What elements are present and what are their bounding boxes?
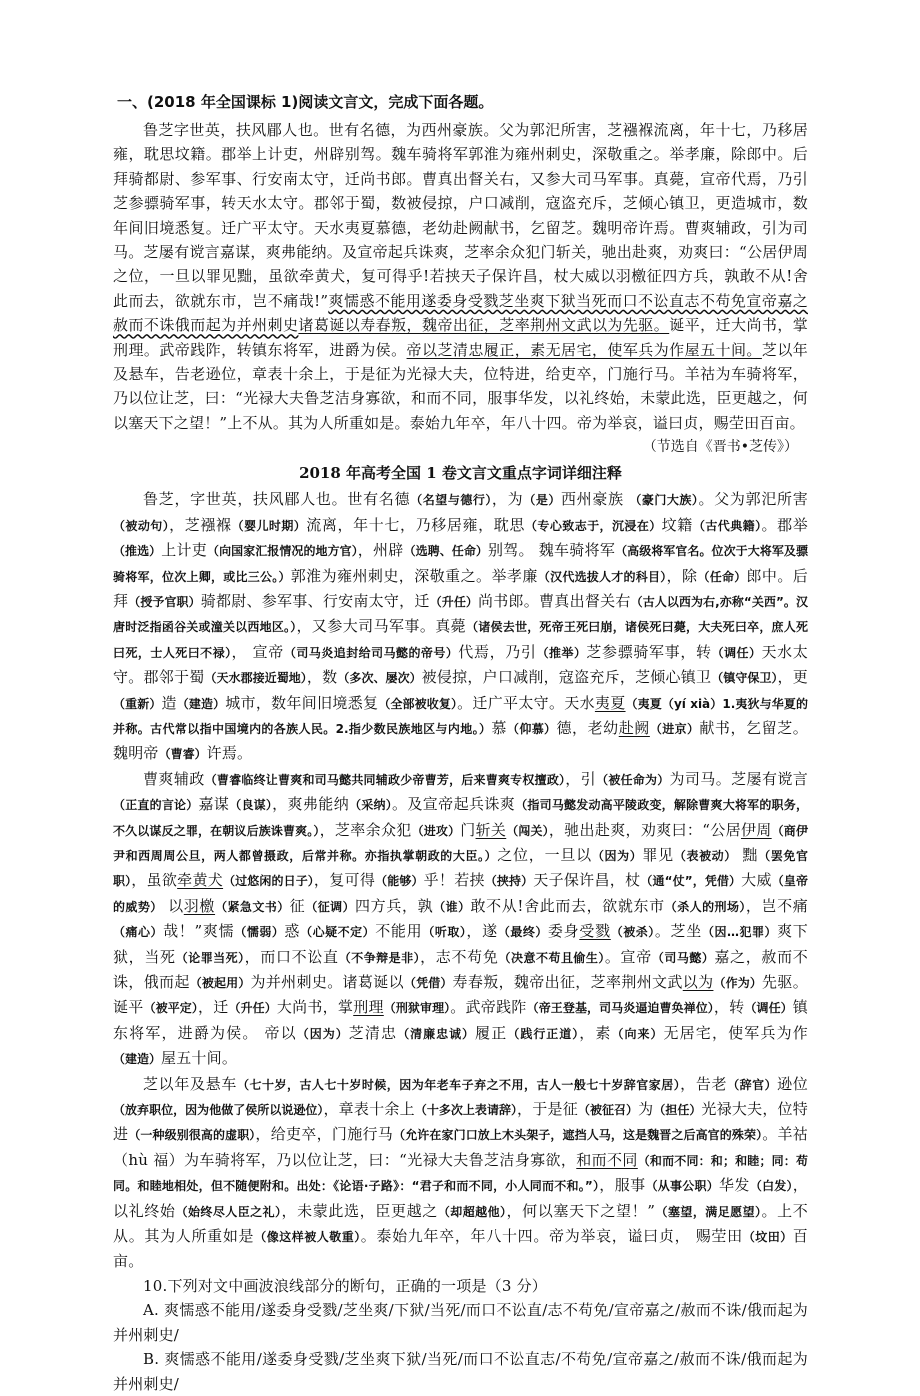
source-text: 百亩。 — [113, 1227, 808, 1271]
source-text: 爽下狱，当死 — [113, 922, 808, 966]
passage-text: 芝以年及悬车，告老逊位，章表十余上，于是征为光禄大夫，位特进，给吏卒，门施行马。羊祜为车骑将军，乃以位让芝，曰：“光禄大夫鲁芝洁身寡欲，和而不同，服事华发，以礼终始，未蒙此选，臣更越之，何以塞天下之望！”上不从。其为人所重如是。泰始九年卒，年八十四。帝为举哀，谥曰贞，赐茔田百亩。 — [113, 340, 808, 432]
annotation-note: （镇守保卫） — [711, 671, 778, 686]
annotation-note: （不争辩是非） — [338, 950, 421, 965]
source-text: 上计吏 — [161, 541, 208, 560]
annotation-note: （担任） — [653, 1103, 702, 1118]
annotation-note: （升任） — [228, 1001, 277, 1016]
source-text: 城市，数年间旧境悉复 — [225, 693, 379, 712]
annotation-note: （授予官职） — [128, 594, 201, 609]
annotation-note: （夷夏（yí xià）1.夷狄与华夏的并称。古代常以指中国境内的各族人民。2.指少数民族地区与内地。） — [113, 696, 808, 736]
source-text: ，转 — [713, 998, 745, 1017]
source-text: 嘉谋 — [198, 795, 230, 814]
annotation-note: （谁） — [433, 899, 471, 914]
source-text: 镇东将军，进爵为侯。 帝以 — [113, 998, 808, 1042]
annotated-text — [113, 487, 808, 1274]
annotation-note: （心疑不定） — [300, 925, 376, 940]
annotation-note: （因为） — [296, 1026, 349, 1041]
source-text: 献书，乞留芝。 魏明帝 — [113, 718, 808, 763]
underlined-sentence: 诸葛诞以寿春叛，魏帝出征，芝率荆州文武以为先驱。 — [298, 316, 670, 335]
annotation-note: （罢免官职） — [113, 848, 808, 889]
source-text: ，迁 — [197, 998, 229, 1017]
annotation-note: （司马懿） — [651, 950, 715, 965]
underlined-sentence: 帝以芝清忠履正，素无居宅，使军兵为作屋五十间。 — [406, 340, 762, 359]
annotation-note: （天水郡接近蜀地） — [204, 671, 307, 686]
source-text: ，更 — [777, 668, 808, 687]
annotation-note: （古人以西为右,亦称“关西”。汉唐时泛指函谷关或潼关以西地区。） — [113, 594, 808, 635]
annotation-note: （听取） — [422, 925, 467, 940]
source-text: 四方兵，孰 — [355, 896, 434, 915]
annotation-note: （被起用） — [189, 976, 251, 990]
source-text: ，复可得 — [313, 871, 376, 890]
annotation-note: （婴儿时期） — [231, 518, 307, 533]
source-text: ，驰出赴爽，劝爽曰：“公居 — [548, 820, 741, 839]
source-text: 寿春叛，魏帝出征，芝率荆州文武 — [452, 973, 683, 991]
annotation-note: （建造） — [176, 696, 226, 711]
source-text: 慕 — [491, 718, 507, 737]
source-text: ，告老 — [680, 1074, 728, 1093]
source-text: 华发 — [718, 1176, 750, 1195]
source-text: 曹爽辅政 — [143, 769, 205, 788]
source-text: 天水太守。郡邻于蜀 — [113, 642, 808, 687]
source-text: ，给吏卒，门施行马 — [255, 1125, 394, 1144]
annotation-note: （塞望，满足愿望） — [655, 1204, 762, 1219]
source-text: ， 以礼终始 — [113, 1176, 808, 1220]
annotation-note: （全部被收复） — [378, 696, 458, 711]
source-text: ，虽欲 — [131, 871, 178, 890]
annotation-note: （辞官） — [727, 1077, 778, 1092]
annotation-note: （坟田） — [742, 1230, 793, 1245]
annotation-note: （因…犯罪） — [701, 925, 778, 940]
annotation-note: （进攻） — [411, 823, 461, 838]
annotation-note: （诸侯去世，死帝王死曰崩，诸侯死曰薨，大夫死曰卒，庶人死曰死，士人死曰不禄） — [113, 620, 808, 660]
annotation-note: （杀人的刑场） — [664, 899, 746, 914]
annotation-note: （被征召） — [577, 1103, 639, 1118]
annotation-note: （像这样被人敬重） — [254, 1230, 361, 1245]
option-a[interactable]: A. 爽懦惑不能用/遂委身受戮/芝坐爽/下狱/当死/而口不讼直/志不苟免/宣帝嘉之/赦而不诛/俄而起为并州刺史/ — [113, 1301, 808, 1344]
annotation-note: （通“仗”，凭借） — [640, 874, 742, 889]
annotation-note: （名望与德行） — [410, 493, 492, 508]
annotation-note: （皇帝的威势） — [113, 874, 808, 914]
annotation-note: （闯关） — [506, 823, 549, 838]
annotation-note: （却超越他） — [437, 1204, 507, 1219]
source-text: 。及宣帝起兵诛爽 — [391, 795, 516, 814]
source-text: 。郡举 — [761, 515, 808, 534]
annotation-note: （一种级别很高的虚职） — [128, 1128, 256, 1143]
source-text: 大威 — [741, 871, 772, 890]
annotation-note: （推举） — [536, 645, 587, 660]
annotated-paragraph — [113, 487, 808, 766]
annotation-note: （决意不苟且偷生） — [498, 950, 605, 965]
underlined-term: 受戮 — [579, 922, 611, 941]
source-text: 为并州刺史。诸葛诞以 — [250, 973, 404, 991]
source-text: ，数 — [306, 668, 338, 687]
annotation-note: （指司马懿发动高平陵政变，解除曹爽大将军的职务，不久以谋反之罪，在朝议后族诛曹爽。） — [113, 798, 808, 838]
source-text: ，爽弗能纳 — [272, 795, 350, 814]
annotation-note: （多次、屡次） — [337, 671, 422, 686]
annotation-note: （被动句） — [113, 518, 170, 533]
annotation-note: （白发） — [749, 1179, 793, 1194]
wavy-underlined-text: 爽懦惑不能用遂委身受戮芝坐爽下狱当死而口不讼直志不苟免宣帝嘉之赦而不诛俄而起为并州刺史 — [113, 291, 808, 335]
annotation-note: （采纳） — [349, 798, 392, 813]
annotation-note: （高级将军官名。位次于大将军及骠骑将军，位次上卿，或比三公。） — [113, 544, 808, 584]
source-text: ，州辟 — [357, 541, 404, 560]
source-text: ，志不苟免 — [420, 947, 499, 966]
source-text: 流离，年十七，乃移居雍，耽思 — [306, 515, 525, 534]
source-text: 。武帝践阼 — [450, 998, 527, 1017]
annotation-note: （论罪当死） — [175, 950, 245, 965]
source-text: 屋五十间。 — [161, 1049, 238, 1068]
annotation-note: （良谋） — [229, 798, 273, 813]
annotation-note: （重新） — [113, 696, 162, 711]
source-text: ，而口不讼直 — [244, 947, 339, 966]
annotation-note: （选聘、任命） — [403, 544, 488, 559]
source-text: ，遂 — [466, 922, 498, 941]
source-text: 骑都尉、参军事、行安南太守，迁 — [200, 591, 430, 610]
option-b[interactable]: B. 爽懦惑不能用/遂委身受戮/芝坐爽下狱/当死/而口不讼直志/不苟免/宣帝嘉之/赦而不诛/俄而起为并州刺史/ — [113, 1350, 808, 1393]
annotation-title: 2018 年高考全国 1 卷文言文重点字词详细注释 — [299, 464, 622, 483]
annotation-note: （凭借） — [403, 976, 453, 990]
source-text: 不能用 — [375, 922, 423, 941]
source-citation: （节选自《晋书•芝传》） — [642, 439, 798, 456]
source-text: 。上不从。其为人所重如是 — [113, 1201, 808, 1246]
underlined-term: 斩关 — [475, 820, 507, 839]
source-text: ，又参大司马军事。真薨 — [296, 617, 467, 636]
annotated-paragraph — [113, 1072, 808, 1274]
annotation-note: （表被动） — [673, 848, 737, 863]
source-text: 征 — [289, 896, 306, 915]
source-text: 代焉，乃引 — [458, 642, 537, 661]
passage-text: 鲁芝字世英，扶风郿人也。世有名德，为西州豪族。父为郭汜所害，芝襁褓流离，年十七，乃移居雍，耽思坟籍。郡举上计吏，州辟别驾。魏车骑将军郭淮为雍州刺史，深敬重之。举孝廉，除郎中。后拜骑都尉、参军事、行安南太守，迁尚书郎。曹真出督关右，又参大司马军事。真薨，宣帝代焉，乃引芝参骠骑军事，转天水太守。郡邻于蜀，数被侵掠，户口减削，寇盗充斥，芝倾心镇卫，更造城市，数年间旧境悉复。迁广平太守。天水夷夏慕德，老幼赴阙献书，乞留芝。魏明帝许焉。曹爽辅政，引为司马。芝屡有谠言嘉谋，爽弗能纳。及宣帝起兵诛爽，芝率余众犯门斩关，驰出赴爽，劝爽曰：“公居伊周之位，一旦以罪见黜，虽欲牵黄犬，复可得乎!若挟天子保许昌，杖大威以羽檄征四方兵，孰敢不从!舍此而去，欲就东市，岂不痛哉!” — [113, 121, 808, 310]
annotation-note: （进京） — [649, 721, 700, 736]
annotation-note: （帝王登基，司马炎逼迫曹奂禅位） — [526, 1001, 714, 1016]
annotation-note: （曹睿临终让曹爽和司马懿共同辅政少帝曹芳，后来曹爽专权擅政） — [204, 772, 566, 787]
annotation-note: （践行正道） — [507, 1026, 580, 1041]
underlined-term: 赴阙 — [618, 718, 650, 737]
annotation-note: （紧急文书） — [215, 899, 290, 914]
source-text: ，素 — [579, 1023, 612, 1042]
source-text: 。芝坐 — [654, 922, 702, 941]
annotation-note: （被平定） — [143, 1001, 198, 1016]
annotation-note: （调任） — [744, 1001, 793, 1016]
source-text: 乎！若挟 — [423, 871, 485, 890]
annotation-note: （懦弱） — [234, 925, 285, 940]
annotation-note: （是） — [523, 493, 561, 508]
annotation-note: （商伊尹和西周周公旦，两人都曾摄政，后常并称。亦指执掌朝政的大臣。） — [113, 823, 808, 863]
question-stem: 10.下列对文中画波浪线部分的断句，正确的一项是（3 分） — [143, 1276, 547, 1295]
source-text: 无居宅，使军兵为作 — [663, 1023, 808, 1042]
source-text: ，为 — [491, 490, 524, 509]
source-text: ，章表十余上 — [323, 1100, 415, 1119]
source-text: ，引 — [565, 769, 597, 788]
source-text: 先驱。诞平 — [113, 973, 808, 1017]
source-text: 。宣帝 — [604, 947, 652, 966]
source-text: 别驾。 魏车骑将军 — [487, 541, 616, 560]
source-text: 哉！”爽懦 — [163, 922, 235, 941]
source-text: 履正 — [475, 1023, 508, 1042]
annotation-note: （正直的言论） — [113, 798, 199, 813]
annotation-note: （推选） — [113, 544, 162, 559]
source-text: 许焉。 — [206, 744, 253, 763]
source-text: 西州豪族 — [560, 490, 630, 509]
source-text: 惑 — [284, 922, 301, 941]
annotation-note: （过悠闲的日子） — [223, 874, 314, 889]
source-text: ，芝襁褓 — [169, 515, 232, 534]
annotation-note: （和而不同：和；和睦；同：苟同。和睦地相处，但不随便附和。出处：《论语·子路》：“君子和而不同，小人同而不和。”） — [113, 1153, 808, 1194]
source-text: 。羊祜（hù 福）为车骑将军，乃以位让芝，曰：“光禄大夫鲁芝洁身寡欲， — [113, 1125, 808, 1169]
source-text: 敢不从!舍此而去，欲就东市 — [470, 896, 665, 915]
source-text: ，于是征 — [517, 1100, 578, 1119]
source-text: 被侵掠，户口减削，寇盗充斥，芝倾心镇卫 — [421, 668, 712, 687]
annotated-paragraph — [113, 767, 808, 1072]
annotation-note: （向国家汇报情况的地方官） — [207, 544, 358, 559]
source-text: ，芝率余众犯 — [319, 820, 412, 839]
annotation-note: （司马炎追封给司马懿的帝号） — [283, 645, 459, 660]
source-text: 光禄大夫，位特进 — [113, 1100, 808, 1144]
annotation-note: （仰慕） — [506, 721, 557, 736]
underlined-term: 夷夏 — [594, 693, 626, 712]
source-text: 造 — [161, 693, 177, 712]
annotation-note: （被杀） — [610, 925, 655, 940]
underlined-term: 和而不同 — [576, 1150, 638, 1169]
source-text: 嘉之，赦而不诛，俄而起 — [113, 947, 808, 991]
source-text: 郎中。后拜 — [113, 566, 808, 610]
annotation-note: （最终） — [497, 925, 548, 940]
annotation-note: （汉代选拔人才的科目） — [537, 569, 667, 584]
passage-text: 诞平，迁大尚书，掌刑理。武帝践阼，转镇东将军，进爵为侯。 — [113, 316, 808, 359]
annotation-note: （作为） — [713, 976, 763, 990]
annotation-note: （因为） — [591, 848, 643, 863]
annotation-note: （曹睿） — [158, 747, 207, 762]
source-text: 黜 — [736, 845, 759, 864]
annotation-note: （挟持） — [484, 874, 534, 889]
annotation-note: （放弃职位，因为他做了侯所以说逊位） — [113, 1103, 324, 1118]
source-text: 逊位 — [777, 1074, 808, 1093]
annotation-note: （征调） — [305, 899, 356, 914]
underlined-term: 牵黄犬 — [177, 871, 224, 890]
annotation-note: （十多次上表请辞） — [414, 1103, 518, 1118]
annotation-note: （任命） — [697, 569, 747, 584]
annotation-note: （刑狱审理） — [383, 1001, 451, 1016]
source-text: 鲁芝，字世英，扶风郿人也。世有名德 — [143, 490, 411, 509]
source-text: 芝以年及悬车 — [143, 1074, 238, 1093]
annotation-note: （痛心） — [113, 925, 164, 940]
annotation-note: （豪门大族） — [629, 493, 699, 508]
source-text: 为司马。芝屡有谠言 — [669, 769, 808, 788]
underlined-term: 伊周 — [740, 820, 772, 839]
annotation-note: （建造） — [113, 1052, 162, 1067]
source-text: 芝清忠 — [348, 1023, 398, 1042]
question-heading: 一、(2018 年全国课标 1)阅读文言文，完成下面各题。 — [117, 93, 494, 111]
underlined-term: 羽檄 — [183, 896, 216, 915]
passage-paragraph — [113, 118, 808, 435]
source-text: 。父为郭汜所害 — [698, 490, 808, 509]
annotation-note: （调任） — [711, 645, 762, 660]
source-text: 郭淮为雍州刺史，深敬重之。举孝廉 — [290, 566, 538, 585]
source-text: 之位，一旦以 — [497, 845, 592, 864]
annotation-note: （七十岁，古人七十岁时候，因为年老车子弃之不用，古人一般七十岁辞官家居） — [237, 1077, 681, 1092]
annotation-note: （清廉忠诚） — [397, 1026, 476, 1041]
source-text: ，未蒙此选，臣更越之 — [281, 1201, 438, 1220]
source-text: 天子保许昌，杖 — [533, 871, 641, 890]
source-text: 。迁广平太守。天水 — [457, 693, 595, 712]
source-text: ，除 — [666, 566, 698, 585]
source-text: 门 — [460, 820, 476, 839]
annotation-note: （古代典籍） — [692, 518, 762, 533]
annotation-note: （专心致志于，沉浸在） — [524, 518, 662, 533]
annotation-note: （升任） — [429, 594, 478, 609]
source-text: 罪见 — [642, 845, 674, 864]
source-text: 德，老幼 — [556, 718, 619, 737]
annotation-note: （能够） — [375, 874, 424, 889]
source-text: 为 — [638, 1100, 654, 1119]
source-text: 以 — [162, 896, 184, 915]
annotation-note: （向来） — [611, 1026, 664, 1041]
source-text: 委身 — [547, 922, 580, 941]
annotation-note: （从事公职） — [645, 1179, 719, 1194]
annotation-note: （允许在家门口放上木头架子，遮挡人马，这是魏晋之后高官的殊荣） — [393, 1128, 763, 1143]
annotation-note: （始终尽人臣之礼） — [175, 1204, 282, 1219]
source-text: 尚书郎。曹真出督关右 — [477, 591, 631, 610]
source-text: 坟籍 — [661, 515, 693, 534]
underlined-term: 以为 — [682, 973, 714, 991]
source-text: 大尚书，掌 — [276, 998, 354, 1017]
source-text: ，何以塞天下之望！” — [506, 1201, 656, 1220]
source-text: 。泰始九年卒，年八十四。帝为举哀，谥曰贞， 赐茔田 — [360, 1227, 743, 1246]
source-text: ，服事 — [599, 1176, 646, 1195]
source-text: 芝参骠骑军事，转 — [586, 642, 712, 661]
source-text: ， 宣帝 — [231, 642, 284, 661]
annotation-note: （被任命为） — [596, 772, 670, 787]
source-text: ，岂不痛 — [745, 896, 808, 915]
underlined-term: 刑理 — [353, 998, 384, 1017]
